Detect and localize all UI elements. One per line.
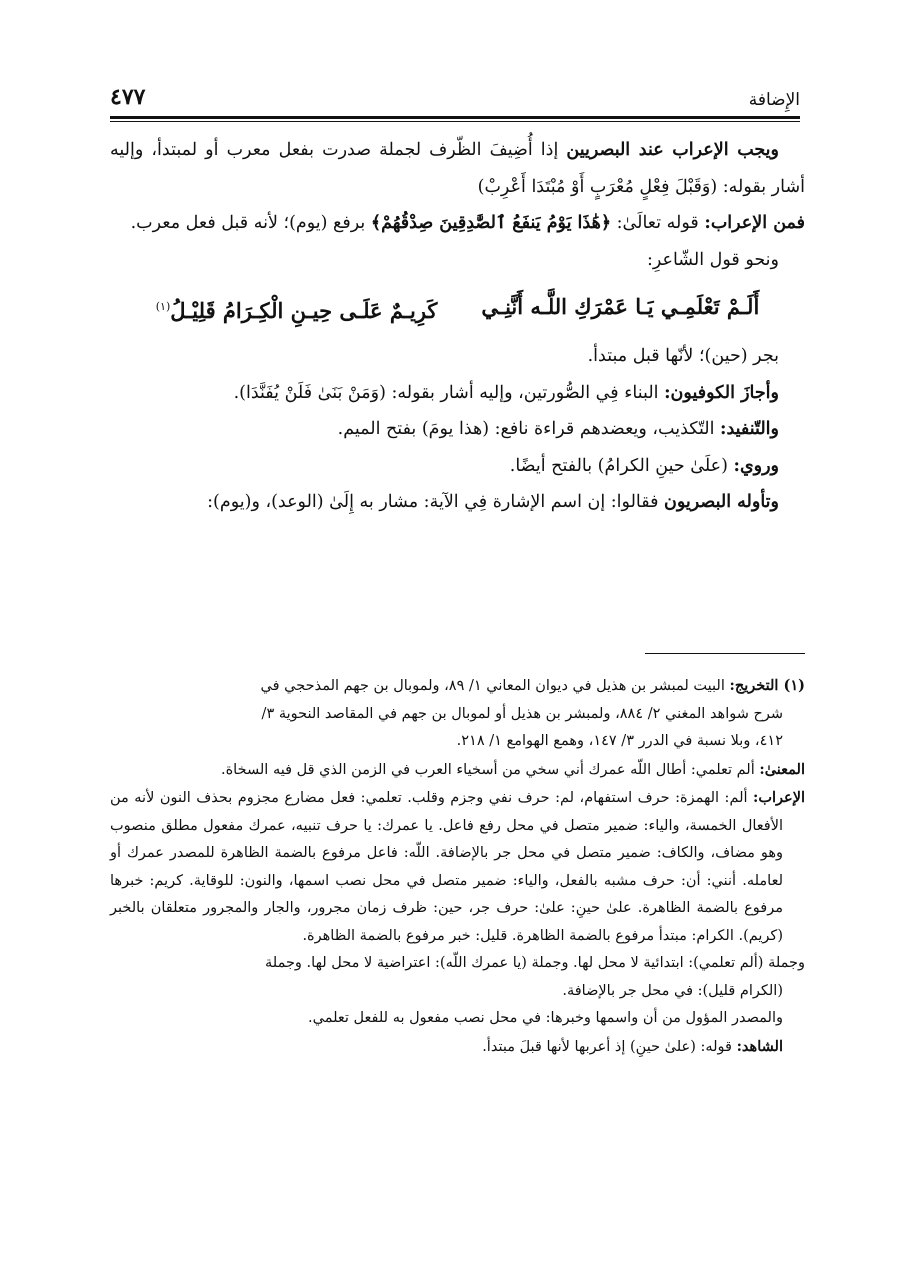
lead: فمن الإعراب: — [704, 213, 805, 233]
verse-hemistich-second: كَرِيـمٌ عَلَـى حِيـنِ الْكِـرَامُ قَلِيْـلُ — [170, 298, 438, 323]
paragraph-irab-basra — [110, 132, 805, 205]
paragraph-tanfid — [110, 411, 805, 448]
text: التّكذيب، ويعضدهم قراءة نافع: (هذا يومَ) بفتح الميم. — [337, 419, 720, 439]
running-header — [110, 80, 800, 110]
lead: الإعراب: — [753, 789, 805, 806]
quran-verse: ﴿هَٰذَا يَوْمُ يَنفَعُ ٱلصَّٰدِقِينَ صِدْقُهُمْ﴾ — [370, 213, 612, 233]
footnote-sentences-cont: (الكرام قليل): في محل جر بالإضافة. — [562, 982, 783, 999]
footnote-irab — [110, 784, 805, 950]
text: ألم: الهمزة: حرف استفهام، لم: حرف نفي وجزم وقلب. تعلمي: فعل مضارع مجزوم بحذف النون لأنه من الأفعال الخمسة، والياء: ضمير متصل في محل رفع فاعل. يا عمرك: يا حرف تنبيه، عمرك مفعول مطلق منصوب وهو مضاف، والكاف: ضمير متصل في محل جر بالإضافة. اللّه: فاعل مرفوع بالضمة الظاهرة للمصدر عمرك أو لعامله. أنني: أن: حرف مشبه بالفعل، والياء: ضمير متصل في محل نصب اسمها، والنون: للوقاية. كريم: خبرها مرفوع بالضمة الظاهرة. علىٰ حينِ: علىٰ: حرف جر، حين: ظرف زمان مجرور، والجار والمجرور متعلقان بالخبر (كريم). الكرام: مبتدأ مرفوع بالضمة الظاهرة. قليل: خبر مرفوع بالضمة الظاهرة. — [110, 790, 783, 944]
header-rule-thin — [110, 121, 800, 122]
verse-hemistich-first: أَلَـمْ تَعْلَمِـي يَـا عَمْرَكِ اللَّـه أَنَّنِـي — [481, 294, 760, 319]
paragraph-kufiyyun — [110, 375, 805, 412]
poetry-verse — [110, 282, 805, 336]
lead: والتّنفيد: — [720, 419, 779, 439]
page-number: ٤٧٧ — [110, 84, 146, 110]
text: البناء فِي الصُّورتين، وإليه أشار بقوله: (وَمَنْ بَنَىٰ فَلَنْ يُفَنَّدَا). — [233, 382, 665, 403]
paragraph-irab-example — [110, 205, 805, 242]
footnotes — [110, 672, 805, 1061]
line-1: البيت لمبشر بن هذيل في ديوان المعاني ١/ ٨٩، ولموبال بن جهم المذحجي في — [260, 678, 730, 694]
paragraph-tawil — [110, 484, 805, 521]
text: إذا أُضِيفَ الظّرف لجملة صدرت بفعل معرب أو لمبتدأ، وإليه أشار بقوله: (وَقَبْلَ فِعْلٍ مُعْرَبٍ أَوْ مُبْتَدَا أَعْرِبْ) — [110, 140, 805, 197]
verse-hemistich-second-wrap — [156, 282, 438, 336]
footnote-meaning — [110, 756, 805, 785]
footnote-sentences: وجملة (ألم تعلمي): ابتدائية لا محل لها. وجملة (يا عمرك اللّه): اعتراضية لا محل لها. وجملة — [265, 955, 805, 971]
text: فقالوا: إن اسم الإشارة فِي الآية: مشار به إِلَىٰ (الوعد)، و(يوم): — [207, 492, 665, 512]
footnote-marker: (١) — [155, 300, 171, 313]
chapter-title: الإِضافة — [748, 90, 800, 110]
paragraph-jarr: بجر (حين)؛ لأنّها قبل مبتدأ. — [587, 346, 779, 366]
poet-intro: ونحو قول الشّاعرِ: — [646, 249, 779, 270]
footnote-takhrij-line-2: شرح شواهد المغني ٢/ ٨٨٤، ولمبشر بن هذيل أو لموبال بن جهم في المقاصد النحوية ٣/ — [261, 705, 783, 722]
text: قوله تعالَىٰ: — [611, 213, 705, 233]
footnote-masdar: والمصدر المؤول من أن واسمها وخبرها: في محل نصب مفعول به للفعل تعلمي. — [308, 1010, 783, 1026]
text: ألم تعلمي: أطال اللّه عمرك أني سخي من أسخياء العرب في الزمن الذي قل فيه السخاة. — [220, 761, 760, 778]
lead: وروي: — [733, 455, 779, 476]
paragraph-ruwiya — [110, 448, 805, 485]
main-text — [110, 132, 805, 521]
footnote-takhrij — [110, 672, 805, 701]
lead: الشاهد: — [736, 1037, 783, 1055]
lead: وأجازَ الكوفيون: — [664, 382, 779, 403]
footnote-separator — [645, 653, 805, 654]
text-rest: برفع (يوم)؛ لأنه قبل فعل معرب. — [130, 213, 371, 233]
header-rule-thick — [110, 116, 800, 119]
text: (علَىٰ حينِ الكرامُ) بالفتح أيضًا. — [509, 455, 734, 476]
lead: المعنىٰ: — [759, 760, 805, 778]
footnote-shahid — [110, 1033, 805, 1062]
footnote-takhrij-line-3: ٤١٢، وبلا نسبة في الدرر ٣/ ١٤٧، وهمع الهوامع ١/ ٢١٨. — [456, 733, 783, 749]
text: قوله: (علىٰ حينِ) إذ أعربها لأنها قبلَ مبتدأ. — [482, 1038, 737, 1055]
lead: ويجب الإعراب عند البصريين — [566, 140, 779, 160]
lead: (١) التخريج: — [729, 677, 805, 694]
lead: وتأوله البصريون — [664, 492, 779, 512]
